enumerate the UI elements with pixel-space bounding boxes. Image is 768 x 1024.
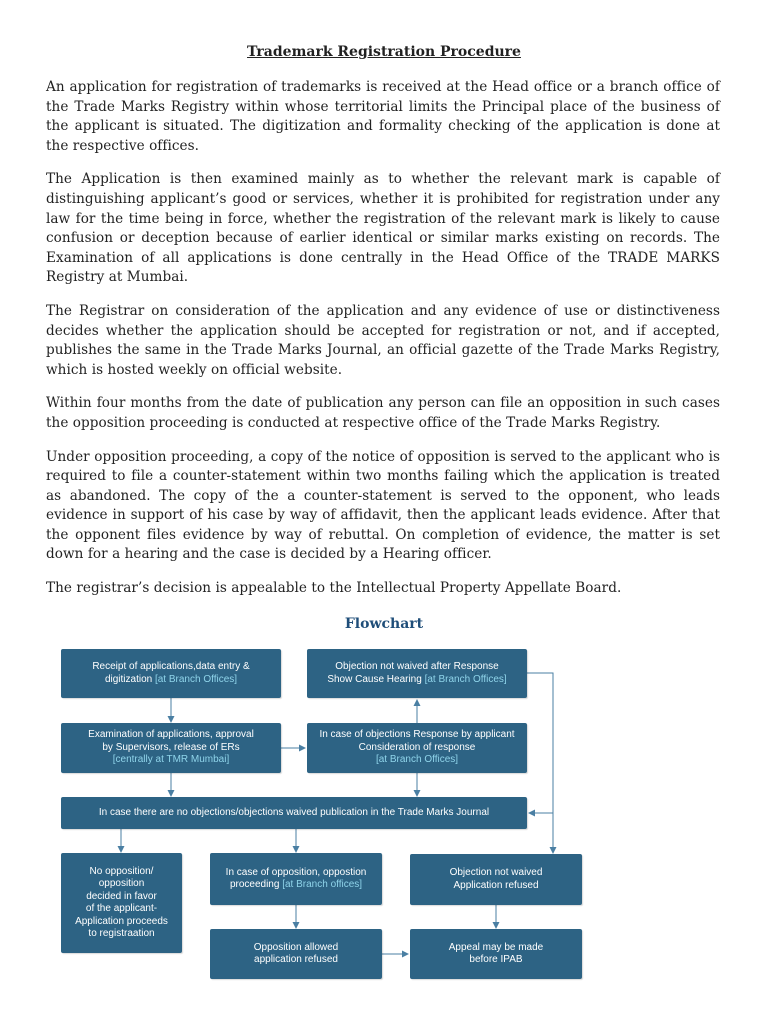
page-title: Trademark Registration Procedure — [247, 44, 521, 60]
paragraph: Within four months from the date of publication any person can file an opposition in such cases the opposition proceeding is conducted at respective office of the Trade Marks Registry. — [46, 395, 720, 431]
arrow-not-waived-to-publication — [527, 673, 553, 813]
paragraph: Under opposition proceeding, a copy of the notice of opposition is served to the applicant who is required to file a counter-statement within two months failing which the application is treated as abandoned. The copy of the a counter-statement is served to the opponent, who leads evidence in support of his case by way of affidavit, then the applicant leads evidence. After that the opponent files evidence by way of rebuttal. On completion of evidence, the matter is set down for a hearing and the case is decided by a Hearing officer. — [46, 448, 720, 563]
flow-box-publication: In case there are no objections/objections waived publication in the Trade Marks Journal — [61, 797, 527, 829]
flow-box-appeal: Appeal may be made before IPAB — [410, 929, 582, 979]
flow-box-opposition-allowed: Opposition allowed application refused — [210, 929, 382, 979]
flow-box-opposition: In case of opposition, oppostion proceeding [at Branch offices] — [210, 853, 382, 905]
paragraph: The Application is then examined mainly as to whether the relevant mark is capable of distinguishing applicant’s good or services, whether it is prohibited for registration under any law for the time being in force, whether the registration of the relevant mark is likely to cause confusion or deception because of earlier identical or similar marks existing on records. The Examination of all applications is done centrally in the Head Office of the TRADE MARKS Registry at Mumbai. — [46, 171, 720, 286]
flow-box-objection-not-waived-response: Objection not waived after Response Show Cause Hearing [at Branch Offices] — [307, 649, 527, 698]
flow-box-no-opposition: No opposition/ opposition decided in favor of the applicant- Application proceeds to registraation — [61, 853, 182, 953]
flow-box-objections-response: In case of objections Response by applicant Consideration of response [at Branch Offices] — [307, 723, 527, 773]
flow-box-examination: Examination of applications, approval by Supervisors, release of ERs [centrally at TMR Mumbai] — [61, 723, 281, 773]
flow-box-objection-refused: Objection not waived Application refused — [410, 854, 582, 905]
flowchart-title: Flowchart — [344, 616, 424, 632]
paragraph: An application for registration of trademarks is received at the Head office or a branch office of the Trade Marks Registry within whose territorial limits the Principal place of the business of the applicant is situated. The digitization and formality checking of the application is done at the respective offices. — [46, 79, 720, 154]
flow-box-receipt: Receipt of applications,data entry & digitization [at Branch Offices] — [61, 649, 281, 698]
paragraph: The Registrar on consideration of the application and any evidence of use or distinctiveness decides whether the application should be accepted for registration or not, and if accepted, publishes the same in the Trade Marks Journal, an official gazette of the Trade Marks Registry, which is hosted weekly on official website. — [46, 302, 720, 378]
paragraph: The registrar’s decision is appealable to the Intellectual Property Appellate Board. — [46, 580, 622, 597]
